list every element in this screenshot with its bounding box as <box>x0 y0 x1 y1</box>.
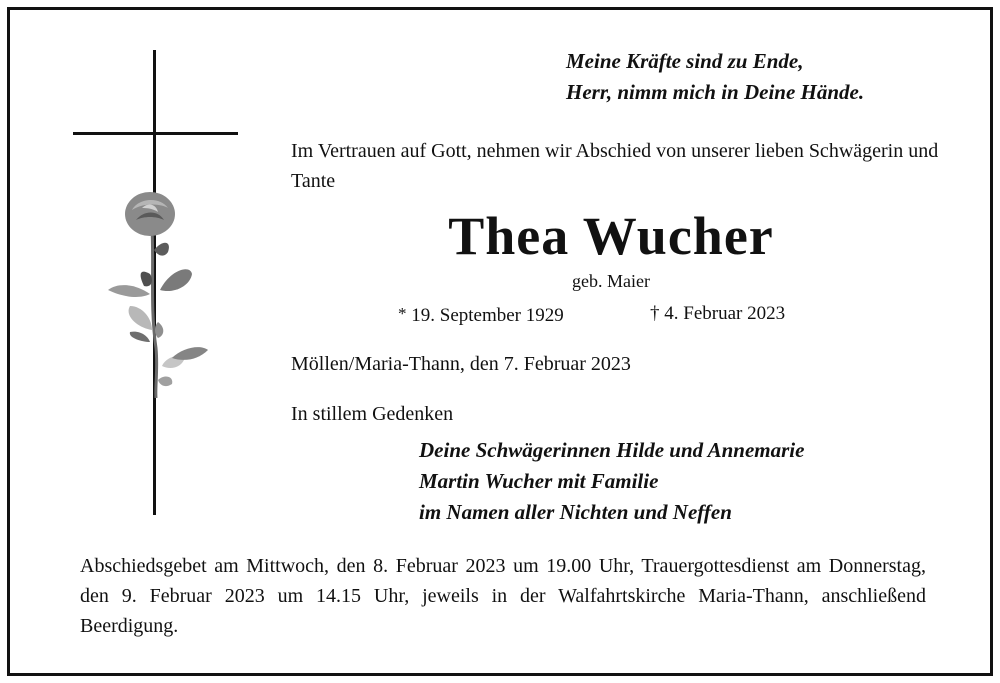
motto-line: Herr, nimm mich in Deine Hände. <box>566 80 865 104</box>
death-symbol: † <box>650 303 660 324</box>
motto-line: Meine Kräfte sind zu Ende, <box>566 49 804 73</box>
deceased-name: Thea Wucher <box>448 206 774 266</box>
birth-date: 19. September 1929 <box>411 305 564 326</box>
birth-symbol: * <box>398 304 407 323</box>
maiden-name: geb. Maier <box>572 271 650 291</box>
mourner-line: im Namen aller Nichten und Neffen <box>419 500 732 524</box>
mourners-list <box>419 435 804 528</box>
mourner-line: Martin Wucher mit Familie <box>419 469 659 493</box>
birth-date-line <box>398 300 564 330</box>
death-date-line <box>650 300 785 328</box>
service-details: Abschiedsgebet am Mittwoch, den 8. Februar 2023 um 19.00 Uhr, Trauergottesdienst am Donnerstag, den 9. Februar 2023 um 14.15 Uhr, jeweils in der Walfahrtskirche Maria-Thann, anschließend Beerdigung. <box>80 555 926 637</box>
place-date: Möllen/Maria-Thann, den 7. Februar 2023 <box>291 353 631 375</box>
mourner-line: Deine Schwägerinnen Hilde und Annemarie <box>419 438 805 462</box>
motto <box>566 46 864 108</box>
rose-icon <box>100 188 220 398</box>
memory-line: In stillem Gedenken <box>291 403 454 425</box>
intro-text: Im Vertrauen auf Gott, nehmen wir Abschied von unserer lieben Schwägerin und Tante <box>291 140 939 192</box>
death-date: 4. Februar 2023 <box>664 303 786 324</box>
cross-icon-bar <box>73 132 238 135</box>
